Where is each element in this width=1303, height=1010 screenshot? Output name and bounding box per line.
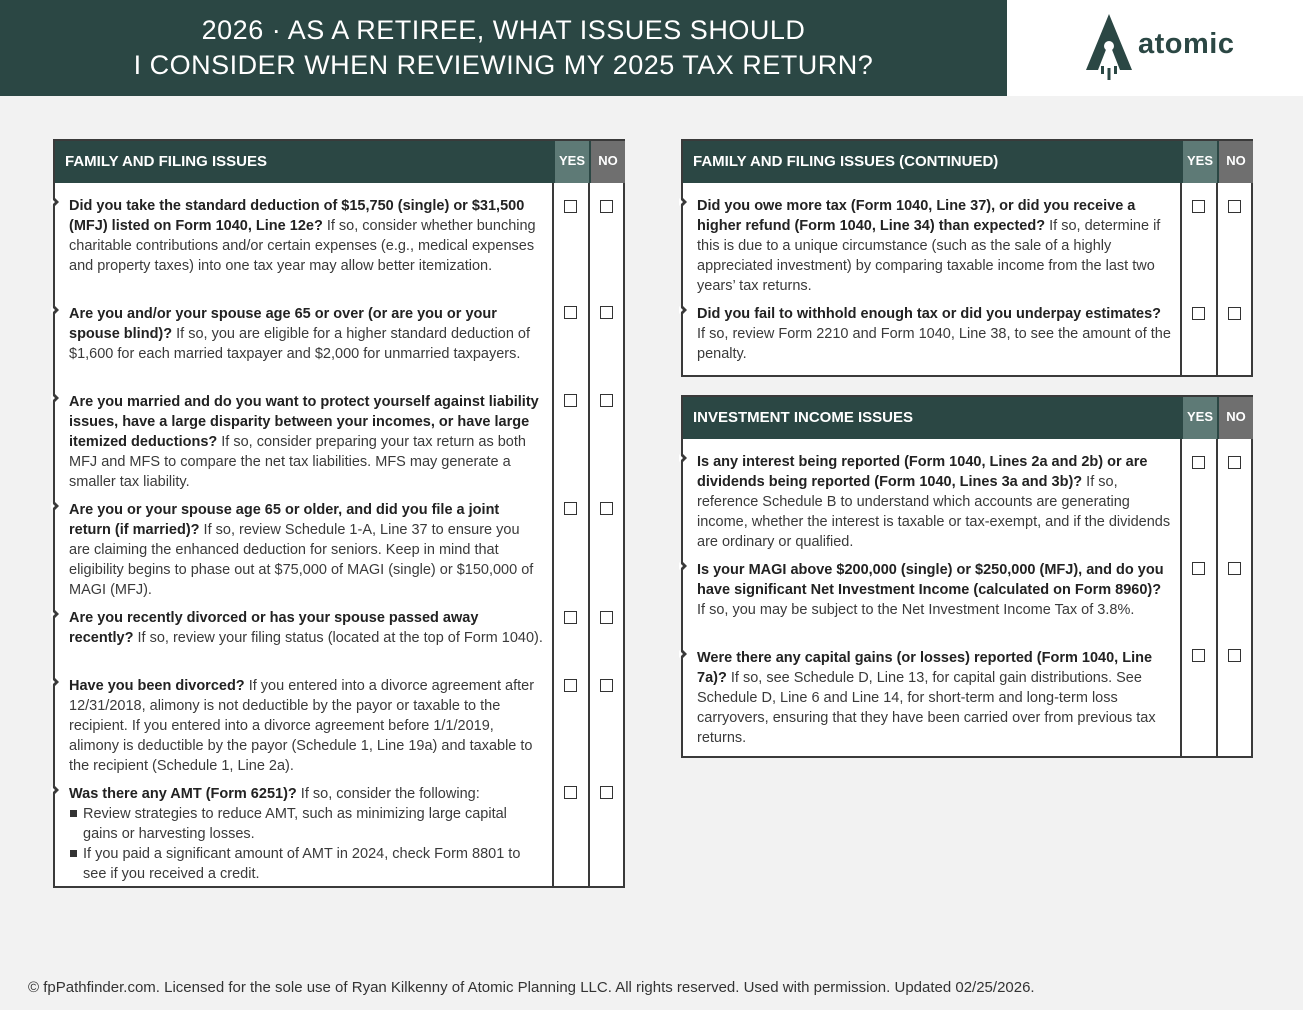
column-divider (1180, 183, 1182, 375)
answer-text: If you entered into a divorce agreement after 12/31/2018, alimony is not deductible by the payor or taxable to the recipient. If you entered into a divorce agreement before 1/1/2019, alimony is deductible by the payor (Schedule 1, Line 19a) and taxable to the recipient (Schedule 1, Line 2a). (69, 678, 535, 774)
no-column-header: NO (1219, 397, 1253, 439)
column-divider (1216, 183, 1218, 375)
family-filing-continued-panel (681, 139, 1253, 377)
family-filing-panel (53, 139, 625, 888)
question-item (69, 500, 543, 600)
column-divider (1216, 439, 1218, 756)
panel-title: FAMILY AND FILING ISSUES (65, 153, 267, 170)
answer-text: If so, review Schedule 1-A, Line 37 to ensure you are claiming the enhanced deduction for seniors. Keep in mind that eligibility begins to phase out at $75,000 of MAGI (single) or $150,000 of MAGI (MFJ). (69, 522, 534, 598)
question-text: Is your MAGI above $200,000 (single) or $250,000 (MFJ), and do you have significant Net Investment Income (calculated on Form 8960)? (697, 562, 1164, 598)
no-checkbox[interactable] (600, 679, 613, 692)
row-marker-icon (53, 392, 59, 404)
no-checkbox[interactable] (600, 786, 613, 799)
panel-header (683, 397, 1251, 439)
question-text: Did you owe more tax (Form 1040, Line 37), or did you receive a higher refund (Form 1040, Line 34) than expected? (697, 198, 1136, 234)
yes-checkbox[interactable] (1192, 307, 1205, 320)
answer-text: If so, reference Schedule B to understand which accounts are generating income, whether the interest is taxable or tax-exempt, and if the dividends are ordinary or qualified. (697, 474, 1171, 550)
question-item (69, 784, 543, 884)
yes-checkbox[interactable] (564, 502, 577, 515)
no-checkbox[interactable] (600, 502, 613, 515)
no-column-header: NO (591, 141, 625, 183)
row-marker-icon (681, 304, 687, 316)
bullet-item: If you paid a significant amount of AMT in 2024, check Form 8801 to see if you received a credit. (69, 844, 543, 884)
panel-title: INVESTMENT INCOME ISSUES (693, 409, 914, 426)
question-item (697, 560, 1171, 620)
logo (1007, 0, 1303, 96)
question-text: Was there any AMT (Form 6251)? (69, 786, 297, 802)
yes-checkbox[interactable] (1192, 562, 1205, 575)
question-item (69, 196, 543, 276)
yes-checkbox[interactable] (1192, 649, 1205, 662)
question-item (697, 196, 1171, 296)
no-checkbox[interactable] (600, 306, 613, 319)
no-column-header: NO (1219, 141, 1253, 183)
question-item (69, 304, 543, 364)
yes-checkbox[interactable] (564, 394, 577, 407)
no-checkbox[interactable] (1228, 456, 1241, 469)
row-marker-icon (53, 784, 59, 796)
question-item (697, 304, 1171, 364)
yes-checkbox[interactable] (564, 611, 577, 624)
no-checkbox[interactable] (600, 394, 613, 407)
logo-text: atomic (1138, 28, 1235, 60)
answer-text: If so, consider preparing your tax return as both MFJ and MFS to compare the net tax liabilities. MFS may generate a smaller tax liability. (69, 434, 526, 490)
answer-text: If so, consider whether bunching charitable contributions and/or certain expenses (e.g., medical expenses and property taxes) into one tax year may allow better itemization. (69, 218, 536, 274)
question-text: Did you take the standard deduction of $15,750 (single) or $31,500 (MFJ) listed on Form 1040, Line 12e? (69, 198, 525, 234)
answer-text: If so, you are eligible for a higher standard deduction of $1,600 for each married taxpayer and $2,000 for unmarried taxpayers. (69, 326, 531, 362)
answer-text: If so, see Schedule D, Line 13, for capital gain distributions. See Schedule D, Line 6 and Line 14, for short-term and long-term loss carryovers, ensuring that they have been carried over from previous tax returns. (697, 670, 1156, 746)
yes-checkbox[interactable] (564, 786, 577, 799)
row-marker-icon (53, 676, 59, 688)
question-text: Are you and/or your spouse age 65 or over (or are you or your spouse blind)? (69, 306, 497, 342)
yes-checkbox[interactable] (1192, 456, 1205, 469)
column-divider (552, 183, 554, 886)
question-text: Were there any capital gains (or losses) reported (Form 1040, Line 7a)? (697, 650, 1153, 686)
no-checkbox[interactable] (1228, 200, 1241, 213)
page-header (0, 0, 1007, 96)
row-marker-icon (681, 648, 687, 660)
bullet-list (69, 804, 543, 884)
row-marker-icon (681, 560, 687, 572)
panel-title: FAMILY AND FILING ISSUES (CONTINUED) (693, 153, 999, 170)
yes-checkbox[interactable] (564, 200, 577, 213)
column-divider (1180, 439, 1182, 756)
row-marker-icon (681, 452, 687, 464)
question-item (69, 676, 543, 776)
answer-text: If so, consider the following: (296, 786, 480, 802)
question-text: Did you fail to withhold enough tax or did you underpay estimates? (697, 306, 1162, 322)
question-text: Are you married and do you want to protect yourself against liability issues, have a large disparity between your incomes, or have large itemized deductions? (69, 394, 539, 450)
investment-income-panel (681, 395, 1253, 758)
rocket-logo-icon (1082, 12, 1136, 82)
question-item (69, 608, 543, 648)
bullet-item: Review strategies to reduce AMT, such as minimizing large capital gains or harvesting losses. (69, 804, 543, 844)
no-checkbox[interactable] (1228, 307, 1241, 320)
question-text: Is any interest being reported (Form 1040, Lines 2a and 2b) or are dividends being reported (Form 1040, Lines 3a and 3b)? (697, 454, 1148, 490)
row-marker-icon (53, 196, 59, 208)
column-divider (588, 183, 590, 886)
row-marker-icon (53, 608, 59, 620)
question-text: Have you been divorced? (69, 678, 245, 694)
answer-text: If so, you may be subject to the Net Investment Income Tax of 3.8%. (697, 602, 1135, 618)
no-checkbox[interactable] (600, 200, 613, 213)
question-item (69, 392, 543, 492)
no-checkbox[interactable] (1228, 649, 1241, 662)
question-text: Are you or your spouse age 65 or older, and did you file a joint return (if married)? (69, 502, 500, 538)
yes-column-header: YES (1183, 397, 1217, 439)
panel-header (55, 141, 623, 183)
row-marker-icon (53, 304, 59, 316)
yes-column-header: YES (555, 141, 589, 183)
page-title-line-2: I CONSIDER WHEN REVIEWING MY 2025 TAX RETURN? (133, 50, 874, 80)
question-item (697, 452, 1171, 552)
yes-column-header: YES (1183, 141, 1217, 183)
copyright-footer: © fpPathfinder.com. Licensed for the sole use of Ryan Kilkenny of Atomic Planning LLC. All rights reserved. Used with permission. Updated 02/25/2026. (28, 979, 1035, 996)
no-checkbox[interactable] (1228, 562, 1241, 575)
yes-checkbox[interactable] (564, 679, 577, 692)
row-marker-icon (681, 196, 687, 208)
page-title-line-1: 2026 · AS A RETIREE, WHAT ISSUES SHOULD (201, 15, 806, 45)
yes-checkbox[interactable] (564, 306, 577, 319)
row-marker-icon (53, 500, 59, 512)
no-checkbox[interactable] (600, 611, 613, 624)
answer-text: If so, determine if this is due to a unique circumstance (such as the sale of a highly appreciated investment) by comparing taxable income from the last two years’ tax returns. (697, 218, 1161, 294)
answer-text: If so, review Form 2210 and Form 1040, Line 38, to see the amount of the penalty. (697, 326, 1171, 362)
panel-header (683, 141, 1251, 183)
question-text: Are you recently divorced or has your spouse passed away recently? (69, 610, 479, 646)
question-item (697, 648, 1171, 748)
yes-checkbox[interactable] (1192, 200, 1205, 213)
answer-text: If so, review your filing status (located at the top of Form 1040). (133, 630, 543, 646)
